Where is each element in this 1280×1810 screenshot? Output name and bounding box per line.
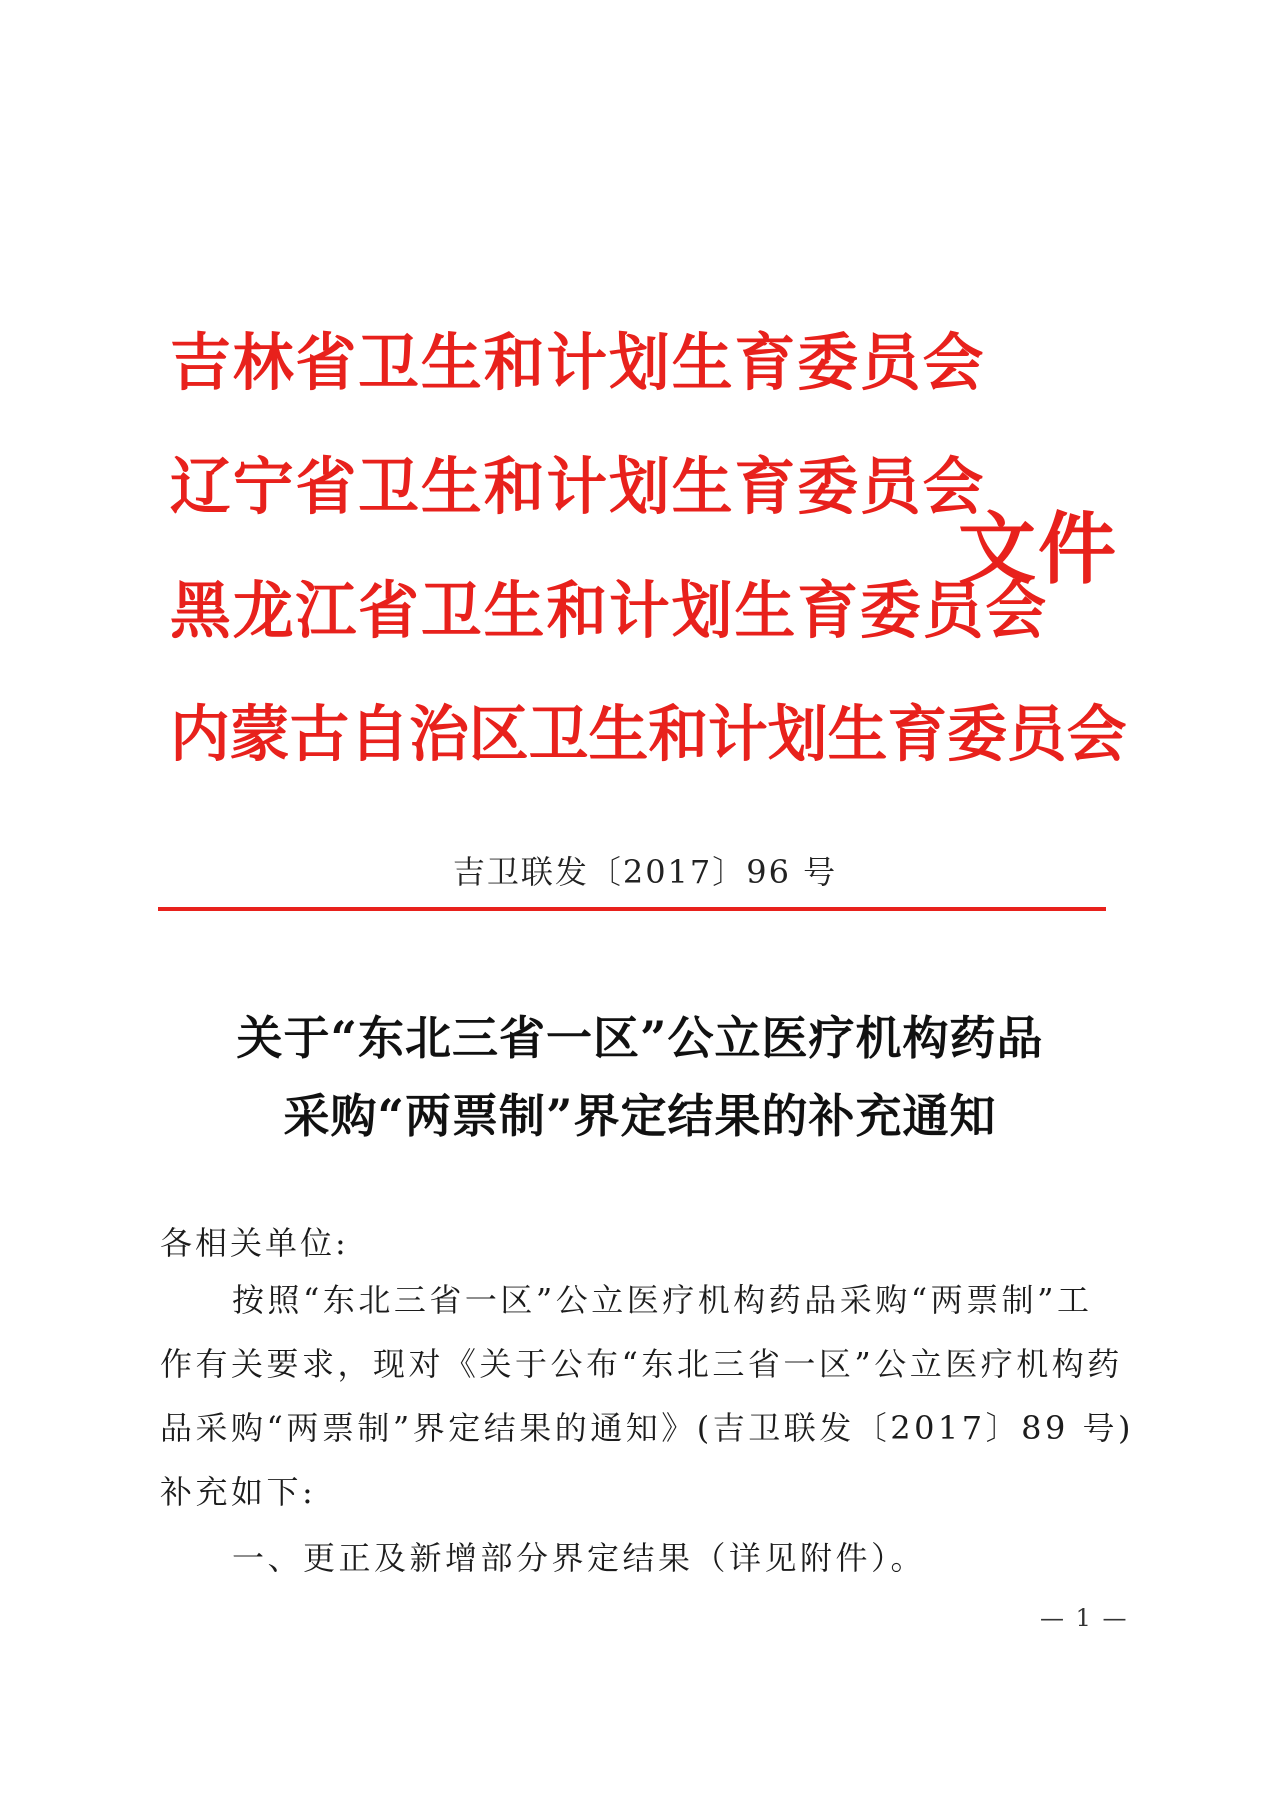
document-number: 吉卫联发〔2017〕96 号 — [452, 853, 838, 891]
list-item: 一、更正及新增部分界定结果（详见附件）。 — [232, 1539, 927, 1577]
issuer-neimenggu: 内蒙古自治区卫生和计划生育委员会 — [170, 699, 1127, 770]
paragraph-line: 品采购“两票制”界定结果的通知》(吉卫联发〔2017〕89 号) — [160, 1409, 1135, 1447]
document-title-line-2: 采购“两票制”界定结果的补充通知 — [283, 1089, 997, 1143]
paragraph-line: 作有关要求，现对《关于公布“东北三省一区”公立医疗机构药 — [160, 1345, 1123, 1383]
salutation: 各相关单位: — [160, 1224, 349, 1262]
red-divider — [158, 907, 1106, 911]
paragraph-line: 补充如下: — [160, 1473, 317, 1511]
issuer-liaoning: 辽宁省卫生和计划生育委员会 — [170, 450, 986, 523]
page-number: — 1 — — [1040, 1604, 1129, 1632]
paragraph-line: 按照“东北三省一区”公立医疗机构药品采购“两票制”工 — [232, 1281, 1093, 1319]
issuer-jilin: 吉林省卫生和计划生育委员会 — [170, 326, 986, 399]
document-title-line-1: 关于“东北三省一区”公立医疗机构药品 — [236, 1011, 1044, 1065]
issuer-heilongjiang: 黑龙江省卫生和计划生育委员会 — [170, 574, 1049, 647]
file-label: 文件 — [958, 504, 1119, 595]
